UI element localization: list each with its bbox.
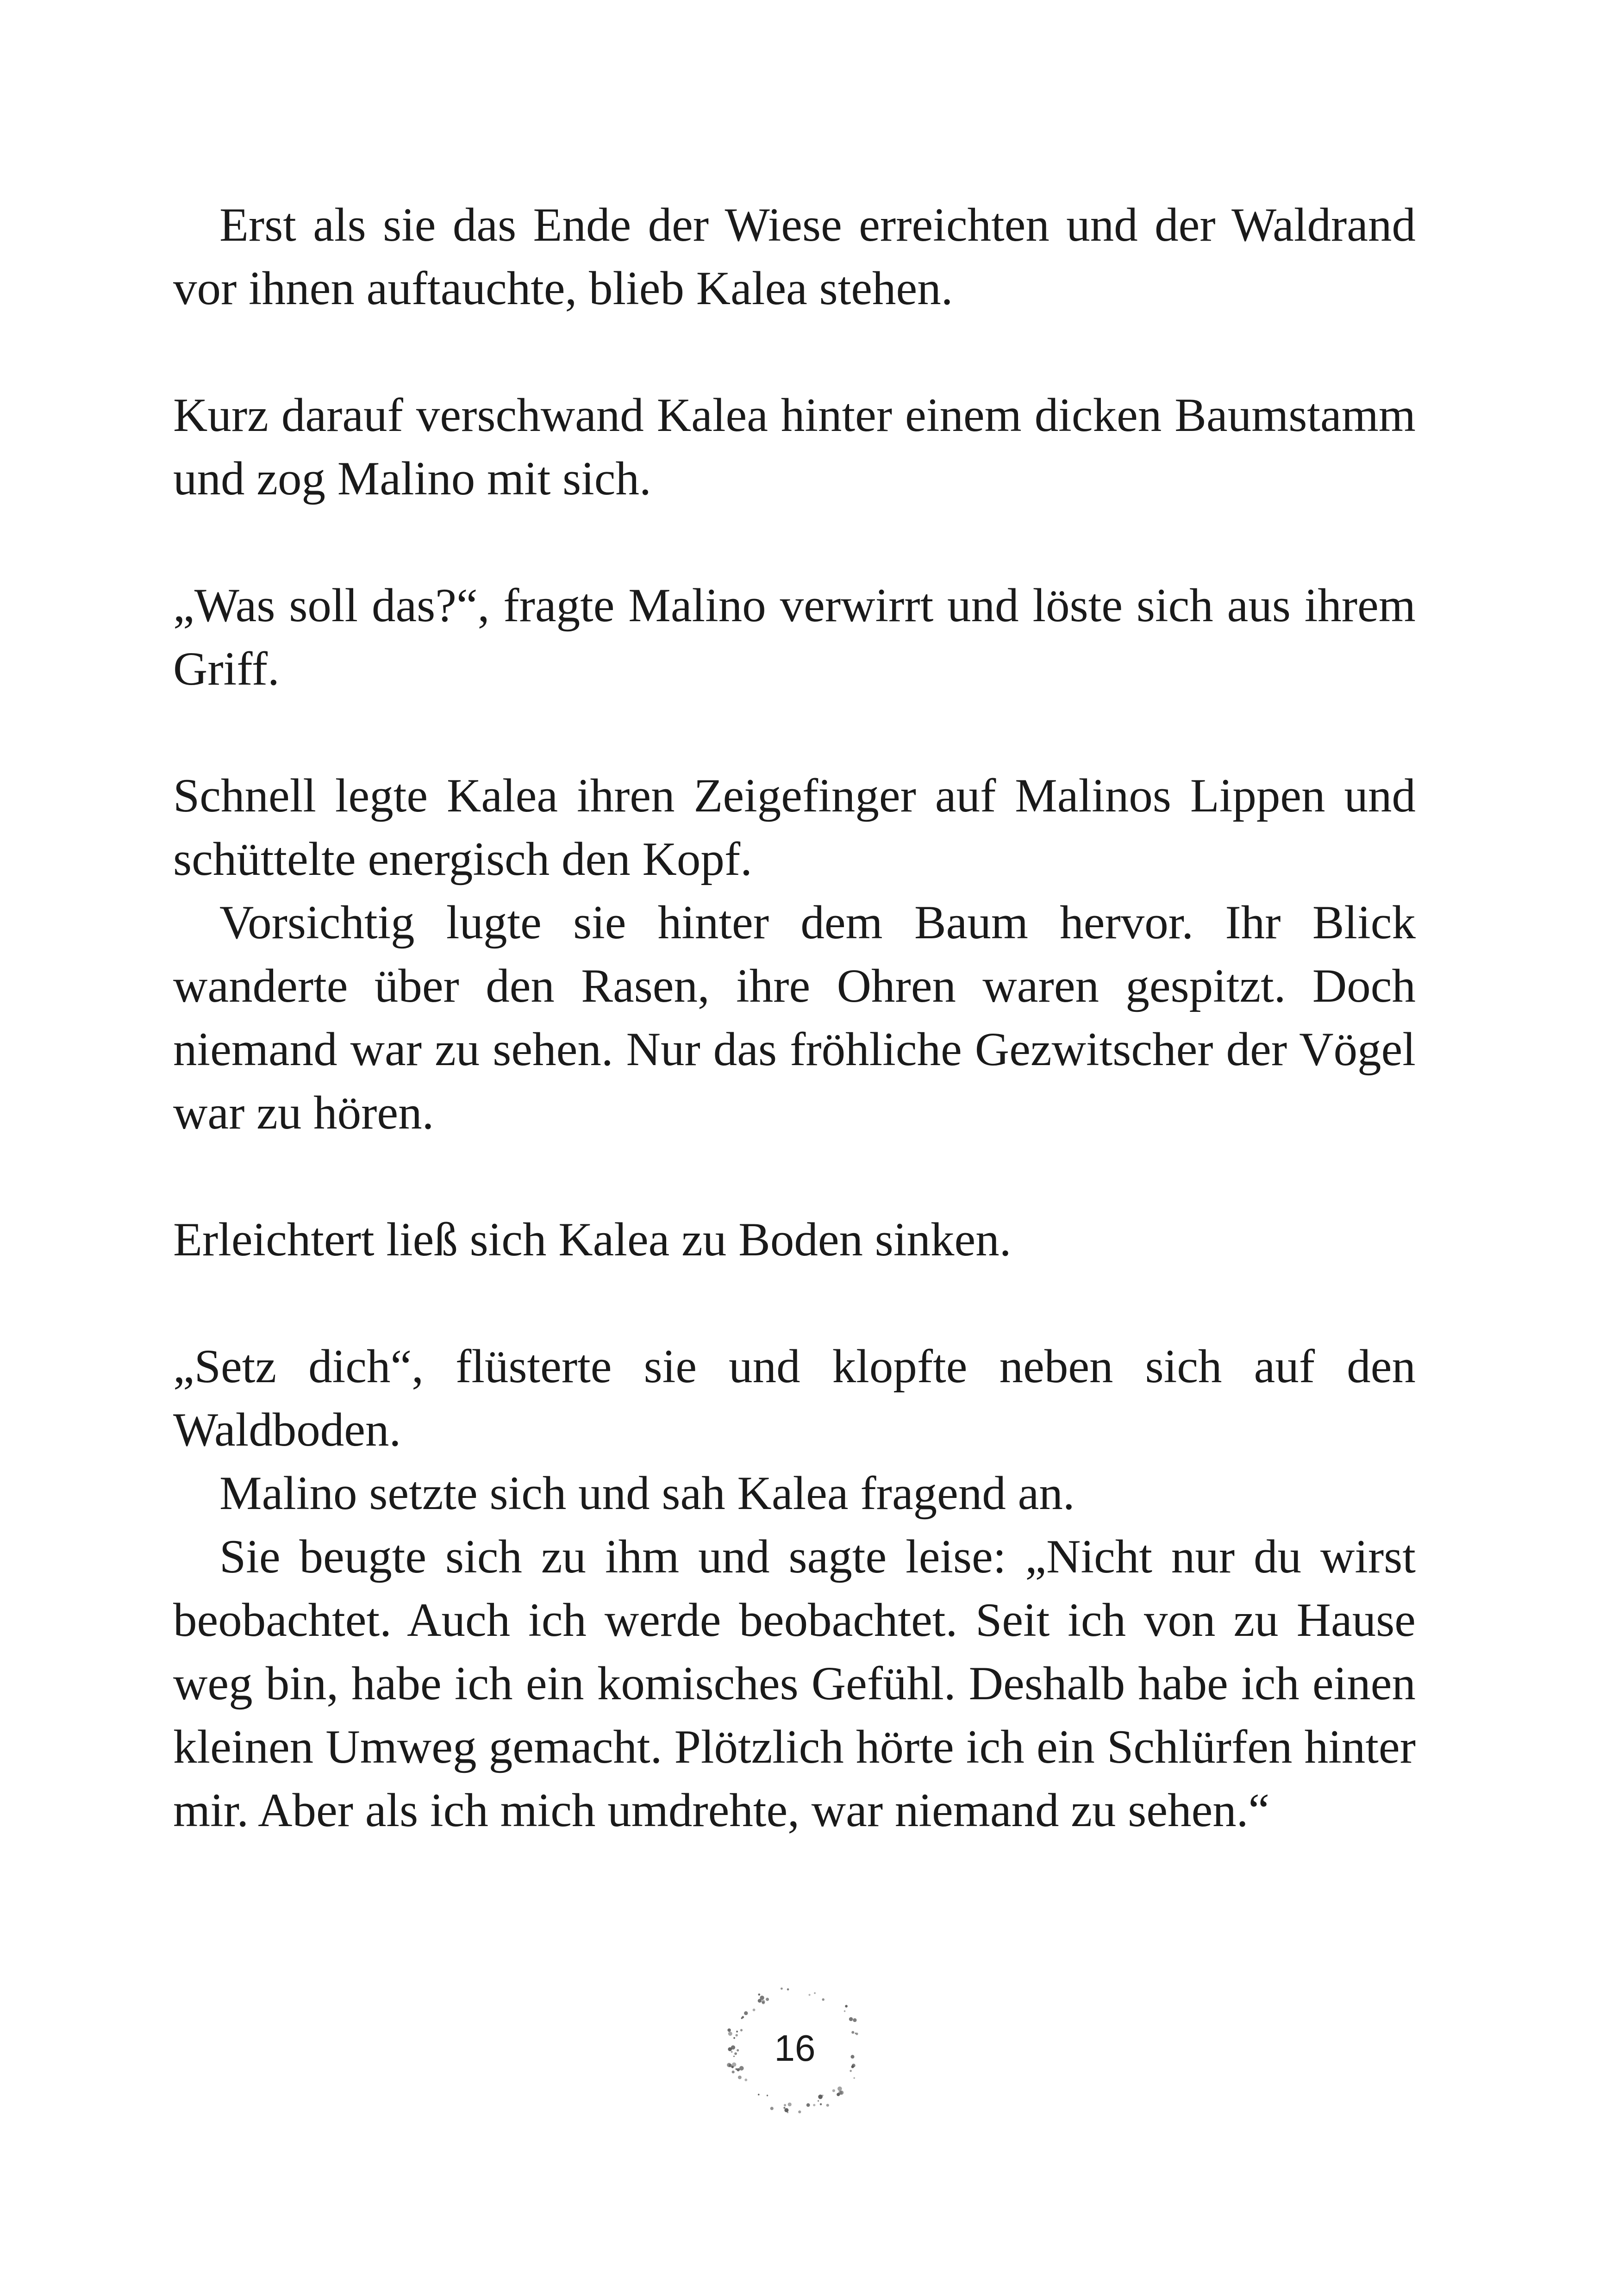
paragraph-4: Schnell legte Kalea ihren Zeigefinger auf Malinos Lippen und schüttelte energisch den Kopf. (173, 769, 1416, 886)
page-number: 16 (774, 2027, 816, 2069)
paragraph-5: Vorsichtig lugte sie hinter dem Baum hervor. Ihr Blick wanderte über den Rasen, ihre Ohren waren gespitzt. Doch niemand war zu sehen. Nur das fröhliche Gezwitscher der Vögel war zu hören. (173, 896, 1416, 1139)
paragraph-9: Sie beugte sich zu ihm und sagte leise: „Nicht nur du wirst beobachtet. Auch ich werde beobachtet. Seit ich von zu Hause weg bin, habe ich ein komisches Gefühl. Deshalb habe ich einen kleinen Umweg gemacht. Plötzlich hörte ich ein Schlürfen hinter mir. Aber als ich mich umdrehte, war niemand zu sehen.“ (173, 1530, 1416, 1837)
paragraph-1: Erst als sie das Ende der Wiese erreichten und der Waldrand vor ihnen auftauchte, blieb Kalea stehen. (173, 199, 1416, 315)
paragraph-8: Malino setzte sich und sah Kalea fragend an. (219, 1467, 1075, 1520)
paragraph-3: „Was soll das?“, fragte Malino verwirrt und löste sich aus ihrem Griff. (173, 579, 1416, 695)
paragraph-6: Erleichtert ließ sich Kalea zu Boden sinken. (173, 1213, 1012, 1266)
text-column (173, 193, 1416, 1842)
page-number-ornament (718, 1977, 871, 2120)
paragraph-7: „Setz dich“, flüsterte sie und klopfte neben sich auf den Waldboden. (173, 1340, 1416, 1456)
paragraph-2: Kurz darauf verschwand Kalea hinter einem dicken Baumstamm und zog Malino mit sich. (173, 389, 1416, 505)
